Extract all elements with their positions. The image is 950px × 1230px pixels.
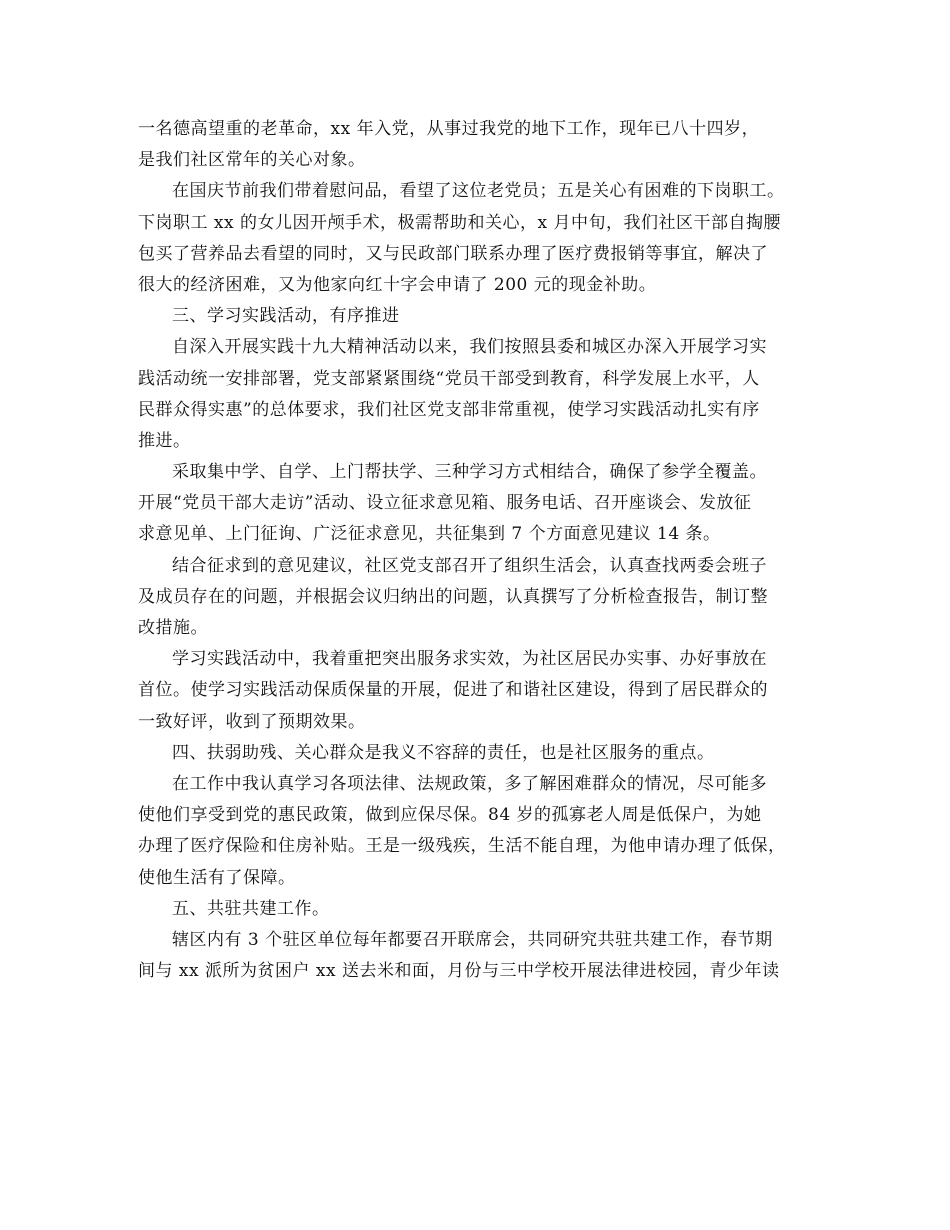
paragraph	[138, 457, 828, 551]
text-line: 三、学习实践活动，有序推进	[172, 306, 400, 327]
text-line: 采取集中学、自学、上门帮扶学、三种学习方式相结合，确保了参学全覆盖。	[172, 462, 767, 483]
text-line: 五、共驻共建工作。	[172, 898, 330, 919]
text-line: 一致好评，收到了预期效果。	[138, 711, 366, 732]
text-line: 推进。	[138, 430, 191, 451]
text-line: 使他生活有了保障。	[138, 867, 296, 888]
text-line: 是我们社区常年的关心对象。	[138, 150, 366, 171]
text-line: 很大的经济困难，又为他家向红十字会申请了 200 元的现金补助。	[138, 274, 657, 295]
text-line: 办理了医疗保险和住房补贴。王是一级残疾，生活不能自理，为他申请办理了低保，	[138, 836, 786, 857]
paragraph	[138, 301, 828, 332]
paragraph	[138, 644, 828, 738]
text-line: 践活动统一安排部署，党支部紧紧围绕“党员干部受到教育，科学发展上水平，人	[138, 368, 760, 389]
text-line: 在国庆节前我们带着慰问品，看望了这位老党员；五是关心有困难的下岗职工。	[172, 181, 785, 202]
paragraph	[138, 551, 828, 645]
text-line: 在工作中我认真学习各项法律、法规政策，多了解困难群众的情况，尽可能多	[172, 773, 767, 794]
text-line: 一名德高望重的老革命，xx 年入党，从事过我党的地下工作，现年已八十四岁，	[138, 119, 760, 139]
paragraph	[138, 769, 828, 894]
paragraph	[138, 332, 828, 457]
text-line: 辖区内有 3 个驻区单位每年都要召开联席会，共同研究共驻共建工作，春节期	[172, 929, 773, 950]
text-line: 及成员存在的问题，并根据会议归纳出的问题，认真撰写了分析检查报告，制订整	[138, 586, 768, 607]
text-line: 包买了营养品去看望的同时，又与民政部门联系办理了医疗费报销等事宜，解决了	[138, 243, 768, 264]
paragraph	[138, 738, 828, 769]
text-line: 民群众得实惠”的总体要求，我们社区党支部非常重视，使学习实践活动扎实有序	[138, 399, 760, 420]
text-line: 下岗职工 xx 的女儿因开颅手术，极需帮助和关心，x 月中旬，我们社区干部自掏腰	[138, 212, 781, 233]
text-line: 结合征求到的意见建议，社区党支部召开了组织生活会，认真查找两委会班子	[172, 555, 767, 576]
paragraph	[138, 114, 828, 176]
text-line: 开展“党员干部大走访”活动、设立征求意见箱、服务电话、召开座谈会、发放征	[138, 493, 752, 514]
document-body	[138, 114, 828, 987]
text-line: 首位。使学习实践活动保质保量的开展，促进了和谐社区建设，得到了居民群众的	[138, 680, 768, 701]
text-line: 四、扶弱助残、关心群众是我义不容辞的责任，也是社区服务的重点。	[172, 742, 715, 763]
paragraph	[138, 925, 828, 987]
text-line: 学习实践活动中，我着重把突出服务求实效，为社区居民办实事、办好事放在	[172, 649, 767, 670]
text-line: 间与 xx 派所为贫困户 xx 送去米和面，月份与三中学校开展法律进校园，青少年读	[138, 961, 780, 982]
text-line: 自深入开展实践十九大精神活动以来，我们按照县委和城区办深入开展学习实	[172, 337, 767, 358]
text-line: 改措施。	[138, 618, 208, 638]
paragraph	[138, 894, 828, 925]
paragraph	[138, 176, 828, 301]
text-line: 使他们享受到党的惠民政策，做到应保尽保。84 岁的孤寡老人周是低保户，为她	[138, 805, 762, 826]
text-line: 求意见单、上门征询、广泛征求意见，共征集到 7 个方面意见建议 14 条。	[138, 524, 721, 545]
